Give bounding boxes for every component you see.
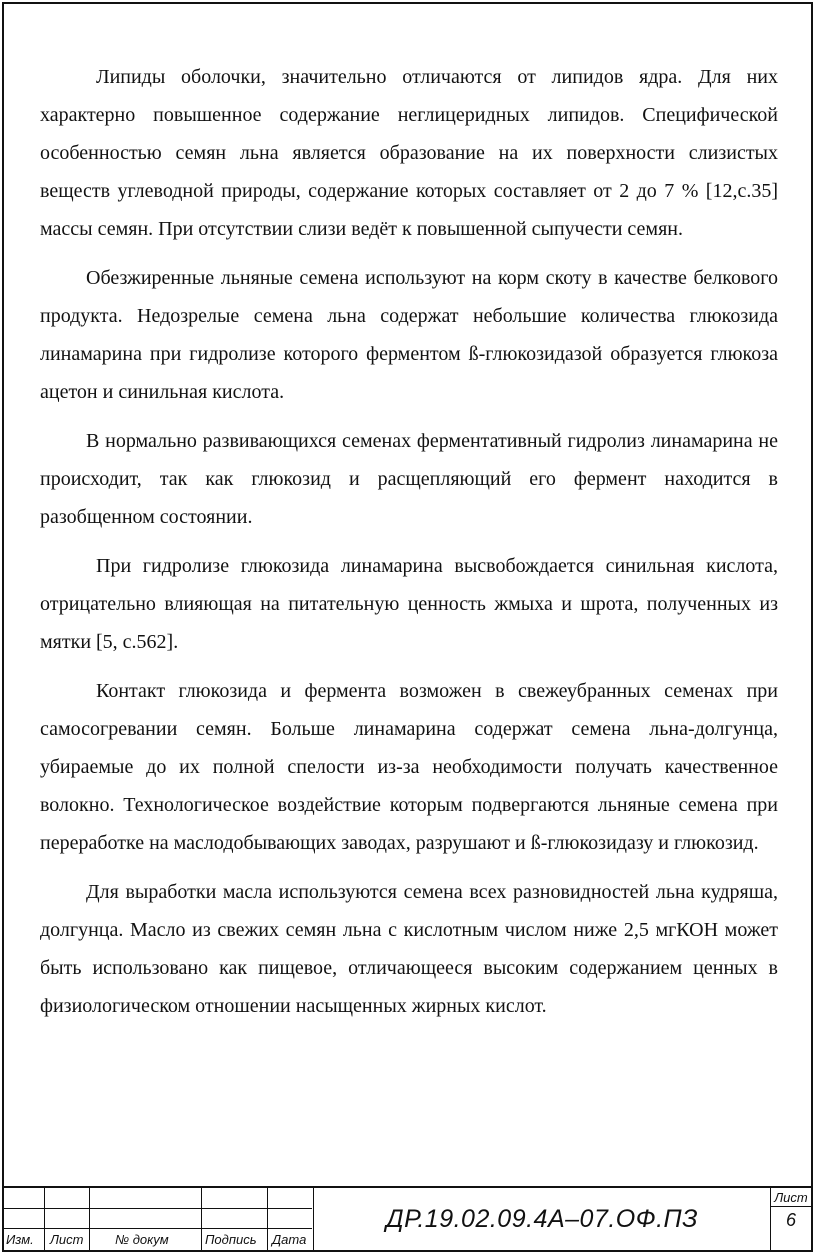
paragraph-hydrolysis: При гидролизе глюкозида линамарина высвобождается синильная кислота, отрицательно влияющая на питательную ценность жмыха и шрота, полученных из мятки [5, с.562]. xyxy=(40,555,778,653)
stamp-col-date xyxy=(268,1188,314,1250)
title-block xyxy=(2,1186,813,1252)
stamp-label-sign: Подпись xyxy=(205,1232,257,1247)
stamp-col-doc xyxy=(90,1188,202,1250)
paragraph-defatted-seeds: Обезжиренные льняные семена используют на корм скоту в качестве белкового продукта. Недозрелые семена льна содержат небольшие количества глюкозида линамарина при гидролизе которого ферментом ß-глюкозидазой образуется глюкоза ацетон и синильная кислота. xyxy=(40,267,778,403)
stamp-col-list xyxy=(45,1188,90,1250)
document-body xyxy=(40,58,778,1036)
document-code: ДР.19.02.09.4А–07.ОФ.ПЗ xyxy=(385,1204,699,1233)
sheet-label: Лист xyxy=(774,1190,808,1205)
sheet-divider xyxy=(771,1206,811,1207)
stamp-col-sign xyxy=(202,1188,268,1250)
stamp-label-date: Дата xyxy=(272,1232,307,1247)
sheet-box xyxy=(770,1188,811,1250)
paragraph-contact: Контакт глюкозида и фермента возможен в свежеубранных семенах при самосогревании семян. Больше линамарина содержат семена льна-долгунца, убираемые до их полной спелости из-за необходимости получать качественное волокно. Технологическое воздействие которым подвергаются льняные семена при переработке на маслодобывающих заводах, разрушают и ß-глюкозидазу и глюкозид. xyxy=(40,680,778,854)
stamp-col-izm xyxy=(2,1188,45,1250)
stamp-label-list: Лист xyxy=(50,1232,84,1247)
stamp-label-doc: № докум xyxy=(115,1232,169,1247)
sheet-number: 6 xyxy=(785,1210,796,1230)
paragraph-lipids: Липиды оболочки, значительно отличаются от липидов ядра. Для них характерно повышенное содержание неглицеридных липидов. Специфической особенностью семян льна является образование на их поверхности слизистых веществ углеводной природы, содержание которых составляет от 2 до 7 % [12,с.35] массы семян. При отсутствии слизи ведёт к повышенной сыпучести семян. xyxy=(40,66,778,240)
paragraph-normal-seeds: В нормально развивающихся семенах ферментативный гидролиз линамарина не происходит, так как глюкозид и расщепляющий его фермент находится в разобщенном состоянии. xyxy=(40,430,778,528)
stamp-label-izm: Изм. xyxy=(6,1232,34,1247)
paragraph-oil-production: Для выработки масла используются семена всех разновидностей льна кудряша, долгунца. Масло из свежих семян льна с кислотным числом ниже 2,5 мгКОН может быть использовано как пищевое, отличающееся высоким содержанием ценных в физиологическом отношении насыщенных жирных кислот. xyxy=(40,881,778,1017)
